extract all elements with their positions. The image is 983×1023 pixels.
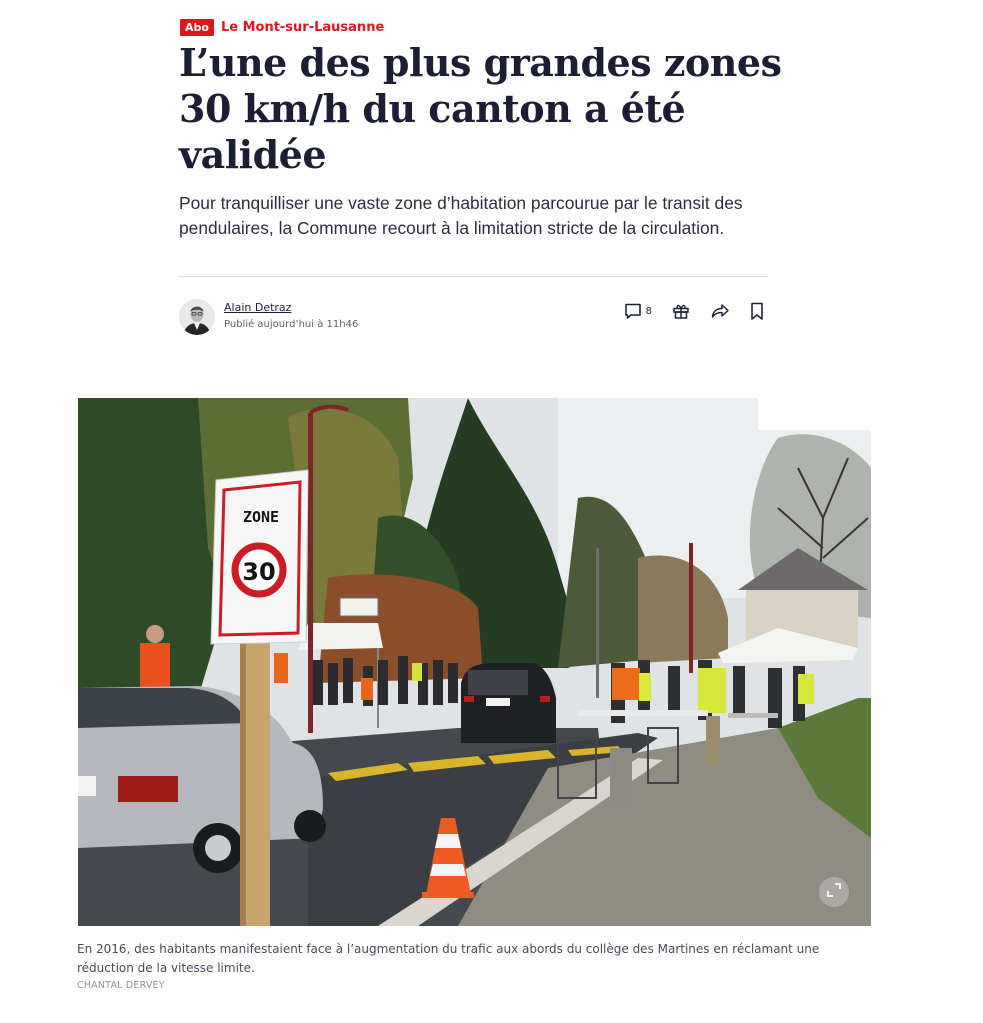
- gift-article-button[interactable]: [671, 301, 691, 321]
- author-avatar[interactable]: [179, 299, 215, 335]
- zone-sign-label: ZONE: [242, 508, 280, 526]
- gift-icon: [671, 301, 691, 321]
- share-button[interactable]: [710, 301, 730, 321]
- publish-time: Publié aujourd’hui à 11h46: [224, 319, 359, 330]
- photo-credit: CHANTAL DERVEY: [77, 980, 165, 991]
- article-kicker: [180, 19, 384, 36]
- article-actions: [623, 301, 769, 321]
- abo-badge: Abo: [180, 19, 214, 36]
- photo-caption: En 2016, des habitants manifestaient face à l’augmentation du trafic aux abords du collège des Martines en réclamant une réduction de la vitesse limite.: [77, 942, 820, 975]
- divider: [179, 276, 768, 277]
- share-icon: [710, 301, 730, 321]
- expand-image-button[interactable]: [819, 877, 849, 907]
- author-name-link[interactable]: Alain Detraz: [224, 301, 292, 314]
- article-headline: L’une des plus grandes zones 30 km/h du canton a été validée: [179, 40, 782, 177]
- expand-icon: [826, 882, 842, 903]
- article-lead: Pour tranquilliser une vaste zone d’habitation parcourue par le transit des pendulaires, la Commune recourt à la limitation stricte de la circulation.: [179, 193, 743, 238]
- rubric-link[interactable]: Le Mont-sur-Lausanne: [220, 20, 385, 35]
- article-photo: [78, 398, 871, 926]
- byline: [179, 299, 769, 337]
- comments-button[interactable]: [623, 301, 652, 321]
- zone-sign-number: 30: [242, 558, 276, 586]
- bookmark-icon: [749, 301, 765, 321]
- comments-count: 8: [645, 305, 652, 317]
- bookmark-button[interactable]: [749, 301, 765, 321]
- comment-icon: [623, 301, 643, 321]
